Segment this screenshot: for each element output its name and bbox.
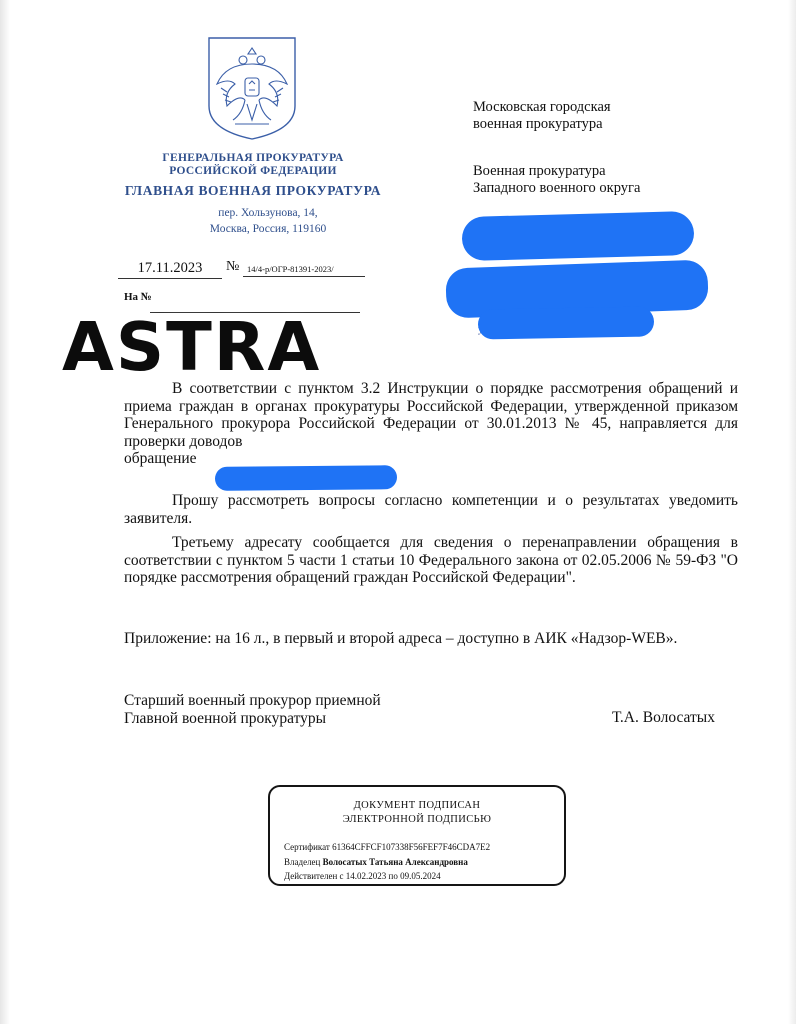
recipient-first-line1: Московская городская (473, 99, 611, 115)
validity-label: Действителен (284, 871, 338, 881)
page-edge-left (0, 0, 10, 1024)
registration-number: 14/4-р/ОГР-81391-2023/ (243, 264, 365, 277)
body-paragraph-1 (124, 380, 738, 468)
letterhead-title: ГЛАВНАЯ ВОЕННАЯ ПРОКУРАТУРА (124, 183, 382, 198)
body-paragraph-1-tail: обращение (124, 450, 197, 467)
stamp-owner-row (284, 857, 468, 867)
reply-to-label: На № (124, 291, 152, 303)
signatory-title-line1: Старший военный прокурор приемной (124, 692, 381, 709)
recipient-first (473, 99, 611, 133)
body-paragraph-2: Прошу рассмотреть вопросы согласно компетенции и о результатах уведомить заявителя. (124, 492, 738, 527)
electronic-signature-stamp (268, 785, 566, 886)
recipient-second-line2: Западного военного округа (473, 180, 641, 196)
owner-label: Владелец (284, 857, 321, 867)
signatory-name: Т.А. Волосатых (612, 709, 715, 726)
stamp-header-line2: ЭЛЕКТРОННОЙ ПОДПИСЬЮ (342, 814, 492, 825)
letterhead-line2: РОССИЙСКОЙ ФЕДЕРАЦИИ (169, 165, 337, 177)
watermark-text: ASTRA (62, 308, 322, 386)
certificate-value: 61364CFFCF107338F56FEF7F46CDA7E2 (332, 842, 491, 852)
address-line2: Москва, Россия, 119160 (209, 223, 327, 235)
stamp-header (270, 799, 564, 827)
recipient-second-line1: Военная прокуратура (473, 163, 606, 179)
validity-value: с 14.02.2023 по 09.05.2024 (339, 871, 441, 881)
stamp-header-line1: ДОКУМЕНТ ПОДПИСАН (353, 800, 481, 811)
coat-of-arms-emblem (205, 34, 299, 142)
letterhead-line1: ГЕНЕРАЛЬНАЯ ПРОКУРАТУРА (162, 152, 344, 164)
owner-value: Волосатых Татьяна Александровна (322, 857, 468, 867)
letterhead (100, 152, 406, 237)
registration-date: 17.11.2023 (118, 260, 222, 279)
redaction-mark (461, 211, 694, 261)
letterhead-address (100, 205, 406, 237)
address-line1: пер. Хользунова, 14, (218, 207, 318, 219)
redaction-mark (478, 306, 654, 339)
redaction-mark (215, 465, 397, 491)
signatory-title (124, 692, 381, 727)
recipient-second (473, 163, 640, 197)
attachment-note: Приложение: на 16 л., в первый и второй адреса – доступно в АИК «Надзор-WEB». (124, 630, 678, 647)
certificate-label: Сертификат (284, 842, 330, 852)
stamp-certificate-row (284, 842, 490, 852)
body-paragraph-1-text: В соответствии с пунктом 3.2 Инструкции о порядке рассмотрения обращений и приема граждан в органах прокуратуры Российской Федерации, утвержденной приказом Генерального прокурора Российской Федерации от 30.01.2013 № 45, направляется для проверки доводов (124, 380, 738, 450)
body-paragraph-3: Третьему адресату сообщается для сведения о перенаправлении обращения в соответствии с пунктом 5 части 1 статьи 10 Федерального закона от 02.05.2006 № 59-ФЗ "О порядке рассмотрения обращений граждан Российской Федерации". (124, 534, 738, 586)
recipient-first-line2: военная прокуратура (473, 116, 603, 132)
registration-number-sign: № (226, 259, 240, 274)
stamp-validity-row (284, 871, 441, 881)
signatory-title-line2: Главной военной прокуратуры (124, 709, 327, 727)
page-edge-right (788, 0, 796, 1024)
